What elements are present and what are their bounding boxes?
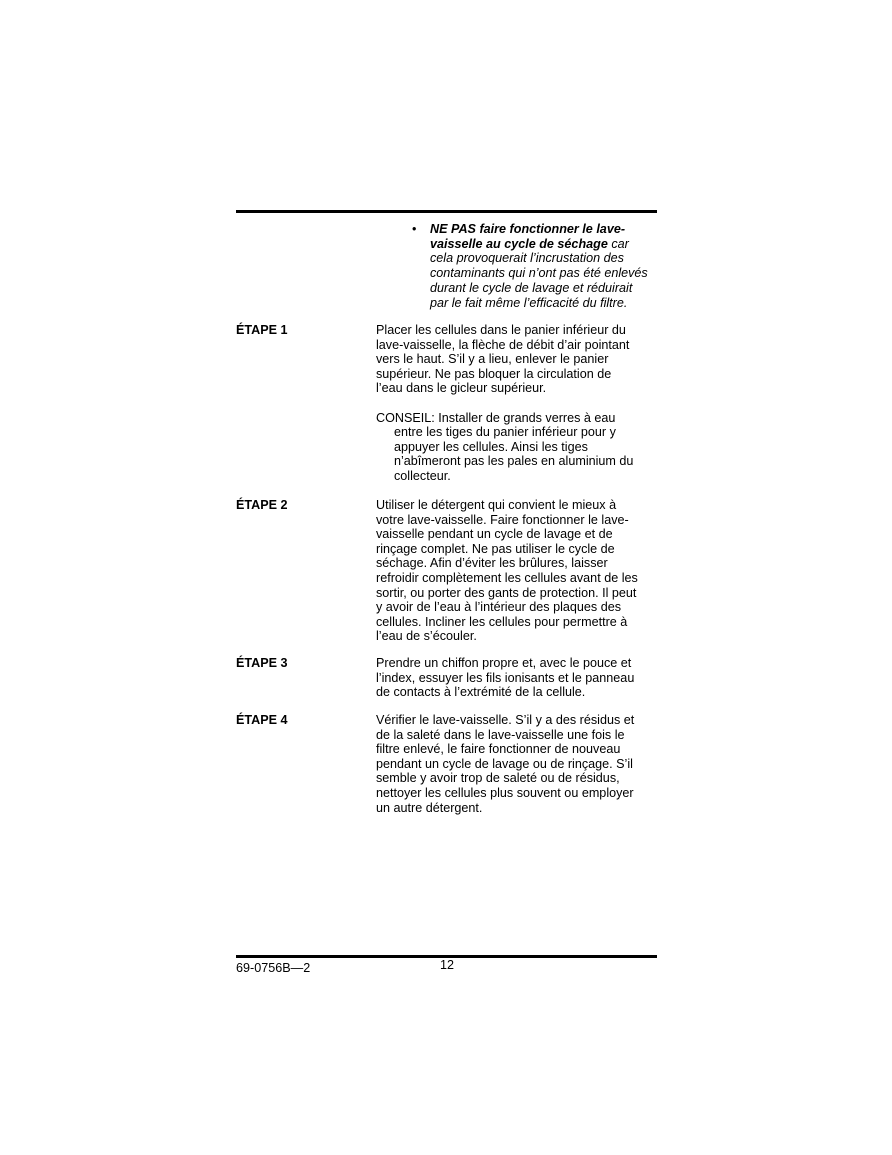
bullet-dot: • — [412, 222, 417, 236]
tip-line: appuyer les cellules. Ainsi les tiges — [394, 439, 588, 454]
step-line: y avoir de l’eau à l’intérieur des plaques des — [376, 600, 622, 615]
step-4-label: ÉTAPE 4 — [236, 713, 288, 727]
step-line: sortir, ou porter des gants de protection. Il peut — [376, 585, 637, 600]
step-line: vers le haut. S’il y a lieu, enlever le panier — [376, 352, 609, 367]
step-line: filtre enlevé, le faire fonctionner de nouveau — [376, 742, 621, 757]
step-1-label: ÉTAPE 1 — [236, 323, 288, 337]
step-line: cellules. Incliner les cellules pour permettre à — [376, 614, 628, 629]
tip-line: entre les tiges du panier inférieur pour y — [394, 425, 616, 440]
warning-text — [430, 222, 662, 310]
tip-line: collecteur. — [394, 468, 451, 483]
step-4-body — [376, 713, 661, 815]
step-line: l’eau de s’écouler. — [376, 629, 477, 644]
step-line: Placer les cellules dans le panier inférieur du — [376, 323, 626, 337]
warning-line: par le fait même l’efficacité du filtre. — [430, 295, 628, 310]
step-line: pendant un cycle de lavage ou de rinçage. S’il — [376, 756, 633, 771]
step-2-label: ÉTAPE 2 — [236, 498, 288, 512]
step-line: de la saleté dans le lave-vaisselle une fois le — [376, 727, 625, 742]
step-line: refroidir complètement les cellules avant de les — [376, 570, 638, 585]
step-line: séchage. Afin d’éviter les brûlures, laisser — [376, 556, 608, 571]
step-line: lave-vaisselle, la flèche de débit d’air pointant — [376, 337, 630, 352]
step-2-body — [376, 498, 661, 644]
step-line: un autre détergent. — [376, 800, 483, 815]
warning-line: durant le cycle de lavage et réduirait — [430, 280, 633, 295]
step-3-body — [376, 656, 661, 700]
step-1-body — [376, 323, 661, 484]
step-line: de contacts à l’extrémité de la cellule. — [376, 685, 586, 700]
warning-line: vaisselle au cycle de séchage car — [430, 236, 629, 251]
tip-line: CONSEIL: Installer de grands verres à eau — [376, 410, 616, 425]
warning-line: contaminants qui n’ont pas été enlevés — [430, 266, 648, 281]
step-line: semble y avoir trop de saleté ou de résidus, — [376, 771, 620, 786]
tip-line: n’abîmeront pas les pales en aluminium du — [394, 454, 634, 469]
step-line: l’eau dans le gicleur supérieur. — [376, 381, 547, 396]
top-rule — [236, 210, 657, 213]
step-line: votre lave-vaisselle. Faire fonctionner le lave- — [376, 512, 629, 527]
step-line: l’index, essuyer les fils ionisants et le panneau — [376, 670, 635, 685]
warning-line: NE PAS faire fonctionner le lave- — [430, 222, 626, 236]
step-line: rinçage complet. Ne pas utiliser le cycle de — [376, 541, 615, 556]
step-line: Prendre un chiffon propre et, avec le pouce et — [376, 656, 632, 670]
step-line: vaisselle pendant un cycle de lavage et de — [376, 527, 613, 542]
step-line: supérieur. Ne pas bloquer la circulation de — [376, 366, 612, 381]
step-line: Utiliser le détergent qui convient le mieux à — [376, 498, 617, 512]
tip-block — [376, 411, 661, 484]
page-number: 12 — [440, 958, 455, 972]
warning-line: cela provoquerait l’incrustation des — [430, 251, 624, 266]
step-line: Vérifier le lave-vaisselle. S’il y a des résidus et — [376, 713, 635, 727]
doc-number: 69-0756B—2 — [236, 961, 311, 975]
step-3-label: ÉTAPE 3 — [236, 656, 288, 670]
step-line: nettoyer les cellules plus souvent ou employer — [376, 785, 634, 800]
